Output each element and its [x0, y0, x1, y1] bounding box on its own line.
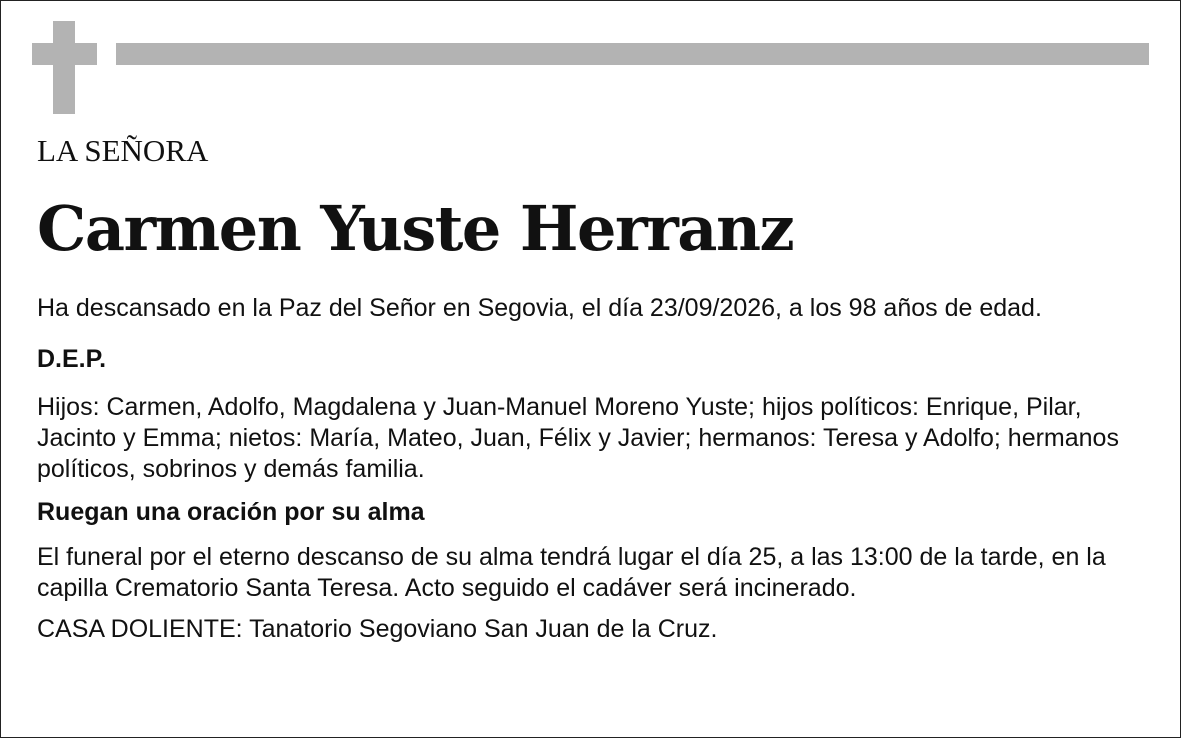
funeral-details: El funeral por el eterno descanso de su alma tendrá lugar el día 25, a las 13:00 de la tarde, en la capilla Crematorio Santa Teresa. Acto seguido el cadáver será incinerado. [37, 543, 1106, 602]
prayer-request: Ruegan una oración por su alma [37, 498, 425, 526]
honorific: LA SEÑORA [37, 133, 209, 168]
deceased-name: Carmen Yuste Herranz [37, 192, 794, 265]
dep-label: D.E.P. [37, 345, 107, 373]
header-rule [116, 43, 1149, 65]
casa-doliente: CASA DOLIENTE: Tanatorio Segoviano San Juan de la Cruz. [37, 615, 718, 643]
cross-horizontal-bar [32, 43, 97, 65]
family-list: Hijos: Carmen, Adolfo, Magdalena y Juan-Manuel Moreno Yuste; hijos políticos: Enrique, Pilar, Jacinto y Emma; nietos: María, Mateo, Juan, Félix y Javier; hermanos: Teresa y Adolfo; hermanos políticos, sobrinos y demás familia. [37, 393, 1119, 483]
cross-vertical-bar [53, 21, 75, 114]
death-notice: Ha descansado en la Paz del Señor en Segovia, el día 23/09/2026, a los 98 años de edad. [37, 294, 1042, 322]
